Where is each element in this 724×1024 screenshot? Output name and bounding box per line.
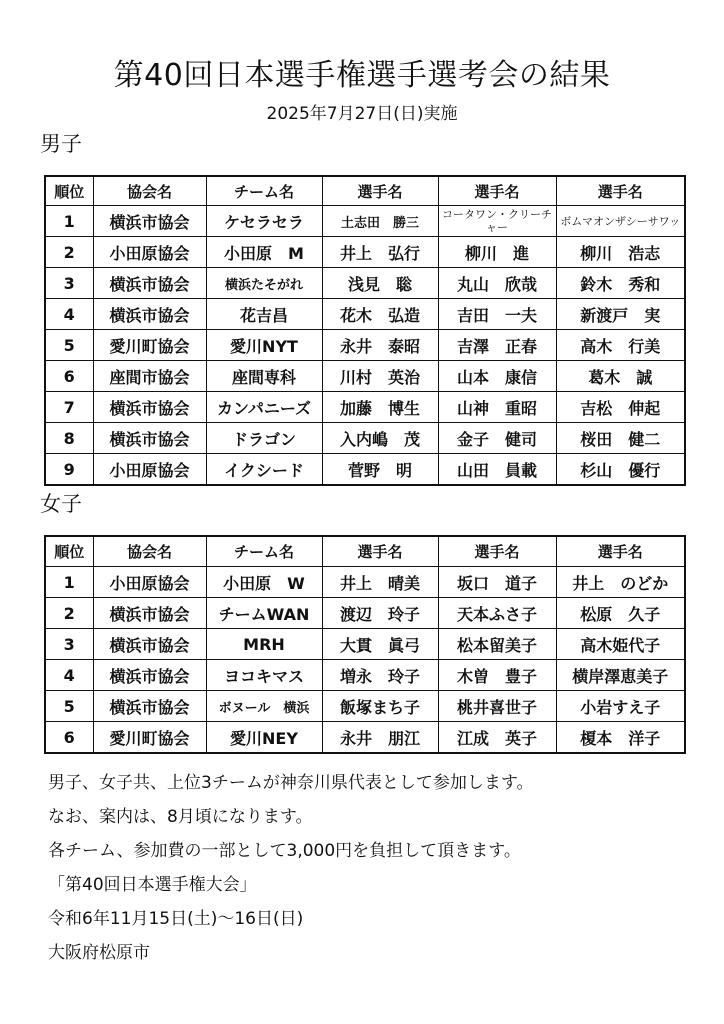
- association-cell: 座間市協会: [93, 361, 206, 392]
- table-row: [45, 392, 685, 423]
- rank-cell: 7: [45, 392, 93, 423]
- table-row: [45, 268, 685, 299]
- team-cell: MRH: [206, 629, 322, 660]
- player-cell: 木曽 豊子: [438, 660, 556, 691]
- player-cell: 柳川 浩志: [556, 237, 685, 268]
- header-player-2: 選手名: [438, 176, 556, 206]
- team-cell: カンパニーズ: [206, 392, 322, 423]
- player-cell: 山田 員載: [438, 454, 556, 486]
- table-row: [45, 598, 685, 629]
- header-team: チーム名: [206, 536, 322, 567]
- player-cell: 天本ふさ子: [438, 598, 556, 629]
- header-association: 協会名: [93, 176, 206, 206]
- player-cell: 山本 康信: [438, 361, 556, 392]
- note-line: 「第40回日本選手権大会」: [48, 875, 257, 895]
- player-cell: 金子 健司: [438, 423, 556, 454]
- player-cell: 榎本 洋子: [556, 722, 685, 754]
- player-cell: 入内嶋 茂: [322, 423, 438, 454]
- player-cell: 高木 行美: [556, 330, 685, 361]
- player-cell: ボムマオンザシーサワッ: [556, 206, 685, 237]
- player-cell: 横岸澤恵美子: [556, 660, 685, 691]
- team-cell: 愛川NEY: [206, 722, 322, 754]
- rank-cell: 3: [45, 268, 93, 299]
- player-cell: 坂口 道子: [438, 567, 556, 598]
- player-cell: 渡辺 玲子: [322, 598, 438, 629]
- notes-block: [48, 766, 688, 970]
- player-cell: 江成 英子: [438, 722, 556, 754]
- table-row: [45, 691, 685, 722]
- player-cell: 永井 朋江: [322, 722, 438, 754]
- note-line: 令和6年11月15日(土)～16日(日): [48, 909, 304, 929]
- rank-cell: 1: [45, 206, 93, 237]
- player-cell: 井上 晴美: [322, 567, 438, 598]
- table-row: [45, 206, 685, 237]
- player-cell: 菅野 明: [322, 454, 438, 486]
- team-cell: ケセラセラ: [206, 206, 322, 237]
- player-cell: 花木 弘造: [322, 299, 438, 330]
- table-row: [45, 567, 685, 598]
- rank-cell: 5: [45, 691, 93, 722]
- rank-cell: 6: [45, 722, 93, 754]
- rank-cell: 4: [45, 299, 93, 330]
- table-row: [45, 423, 685, 454]
- player-cell: 増永 玲子: [322, 660, 438, 691]
- association-cell: 愛川町協会: [93, 722, 206, 754]
- women-section-label: 女子: [40, 492, 82, 516]
- association-cell: 小田原協会: [93, 237, 206, 268]
- association-cell: 小田原協会: [93, 454, 206, 486]
- header-player-3: 選手名: [556, 176, 685, 206]
- note-line: 大阪府松原市: [48, 943, 150, 963]
- player-cell: コータワン・クリーチャー: [438, 206, 556, 237]
- player-cell: 吉田 一夫: [438, 299, 556, 330]
- team-cell: チームWAN: [206, 598, 322, 629]
- header-player-3: 選手名: [556, 536, 685, 567]
- team-cell: ドラゴン: [206, 423, 322, 454]
- header-association: 協会名: [93, 536, 206, 567]
- rank-cell: 8: [45, 423, 93, 454]
- table-row: [45, 299, 685, 330]
- note-line: 男子、女子共、上位3チームが神奈川県代表として参加します。: [48, 773, 534, 793]
- men-results-table: [44, 175, 686, 486]
- team-cell: 座間専科: [206, 361, 322, 392]
- player-cell: 井上 のどか: [556, 567, 685, 598]
- rank-cell: 9: [45, 454, 93, 486]
- team-cell: イクシード: [206, 454, 322, 486]
- association-cell: 横浜市協会: [93, 660, 206, 691]
- team-cell: 愛川NYT: [206, 330, 322, 361]
- table-row: [45, 330, 685, 361]
- table-row: [45, 629, 685, 660]
- women-results-table: [44, 535, 686, 754]
- header-player-1: 選手名: [322, 176, 438, 206]
- player-cell: 川村 英治: [322, 361, 438, 392]
- player-cell: 新渡戸 実: [556, 299, 685, 330]
- rank-cell: 4: [45, 660, 93, 691]
- association-cell: 横浜市協会: [93, 691, 206, 722]
- event-date: 2025年7月27日(日)実施: [266, 104, 458, 124]
- association-cell: 小田原協会: [93, 567, 206, 598]
- rank-cell: 3: [45, 629, 93, 660]
- player-cell: 大貫 眞弓: [322, 629, 438, 660]
- team-cell: 横浜たそがれ: [206, 268, 322, 299]
- rank-cell: 1: [45, 567, 93, 598]
- rank-cell: 6: [45, 361, 93, 392]
- header-rank: 順位: [45, 536, 93, 567]
- table-row: [45, 722, 685, 754]
- association-cell: 横浜市協会: [93, 629, 206, 660]
- header-player-2: 選手名: [438, 536, 556, 567]
- table-row: [45, 237, 685, 268]
- player-cell: 鈴木 秀和: [556, 268, 685, 299]
- association-cell: 愛川町協会: [93, 330, 206, 361]
- men-section-label: 男子: [40, 132, 82, 156]
- player-cell: 吉松 伸起: [556, 392, 685, 423]
- player-cell: 桜田 健二: [556, 423, 685, 454]
- player-cell: 永井 泰昭: [322, 330, 438, 361]
- table-row: [45, 660, 685, 691]
- player-cell: 葛木 誠: [556, 361, 685, 392]
- player-cell: 山神 重昭: [438, 392, 556, 423]
- player-cell: 浅見 聡: [322, 268, 438, 299]
- association-cell: 横浜市協会: [93, 423, 206, 454]
- association-cell: 横浜市協会: [93, 598, 206, 629]
- player-cell: 桃井喜世子: [438, 691, 556, 722]
- player-cell: 小岩すえ子: [556, 691, 685, 722]
- player-cell: 丸山 欣哉: [438, 268, 556, 299]
- player-cell: 飯塚まち子: [322, 691, 438, 722]
- table-row: [45, 454, 685, 486]
- association-cell: 横浜市協会: [93, 268, 206, 299]
- table-header-row: [45, 176, 685, 206]
- player-cell: 松原 久子: [556, 598, 685, 629]
- header-player-1: 選手名: [322, 536, 438, 567]
- team-cell: 小田原 M: [206, 237, 322, 268]
- rank-cell: 2: [45, 598, 93, 629]
- rank-cell: 2: [45, 237, 93, 268]
- player-cell: 高木姫代子: [556, 629, 685, 660]
- team-cell: ボヌール 横浜: [206, 691, 322, 722]
- header-team: チーム名: [206, 176, 322, 206]
- player-cell: 柳川 進: [438, 237, 556, 268]
- team-cell: 花吉昌: [206, 299, 322, 330]
- player-cell: 松本留美子: [438, 629, 556, 660]
- note-line: なお、案内は、8月頃になります。: [48, 807, 313, 827]
- page-title: 第40回日本選手権選手選考会の結果: [113, 58, 611, 93]
- association-cell: 横浜市協会: [93, 392, 206, 423]
- team-cell: ヨコキマス: [206, 660, 322, 691]
- association-cell: 横浜市協会: [93, 299, 206, 330]
- rank-cell: 5: [45, 330, 93, 361]
- table-row: [45, 361, 685, 392]
- note-line: 各チーム、参加費の一部として3,000円を負担して頂きます。: [48, 841, 521, 861]
- player-cell: 加藤 博生: [322, 392, 438, 423]
- team-cell: 小田原 W: [206, 567, 322, 598]
- header-rank: 順位: [45, 176, 93, 206]
- player-cell: 杉山 優行: [556, 454, 685, 486]
- player-cell: 井上 弘行: [322, 237, 438, 268]
- player-cell: 土志田 勝三: [322, 206, 438, 237]
- player-cell: 吉澤 正春: [438, 330, 556, 361]
- association-cell: 横浜市協会: [93, 206, 206, 237]
- table-header-row: [45, 536, 685, 567]
